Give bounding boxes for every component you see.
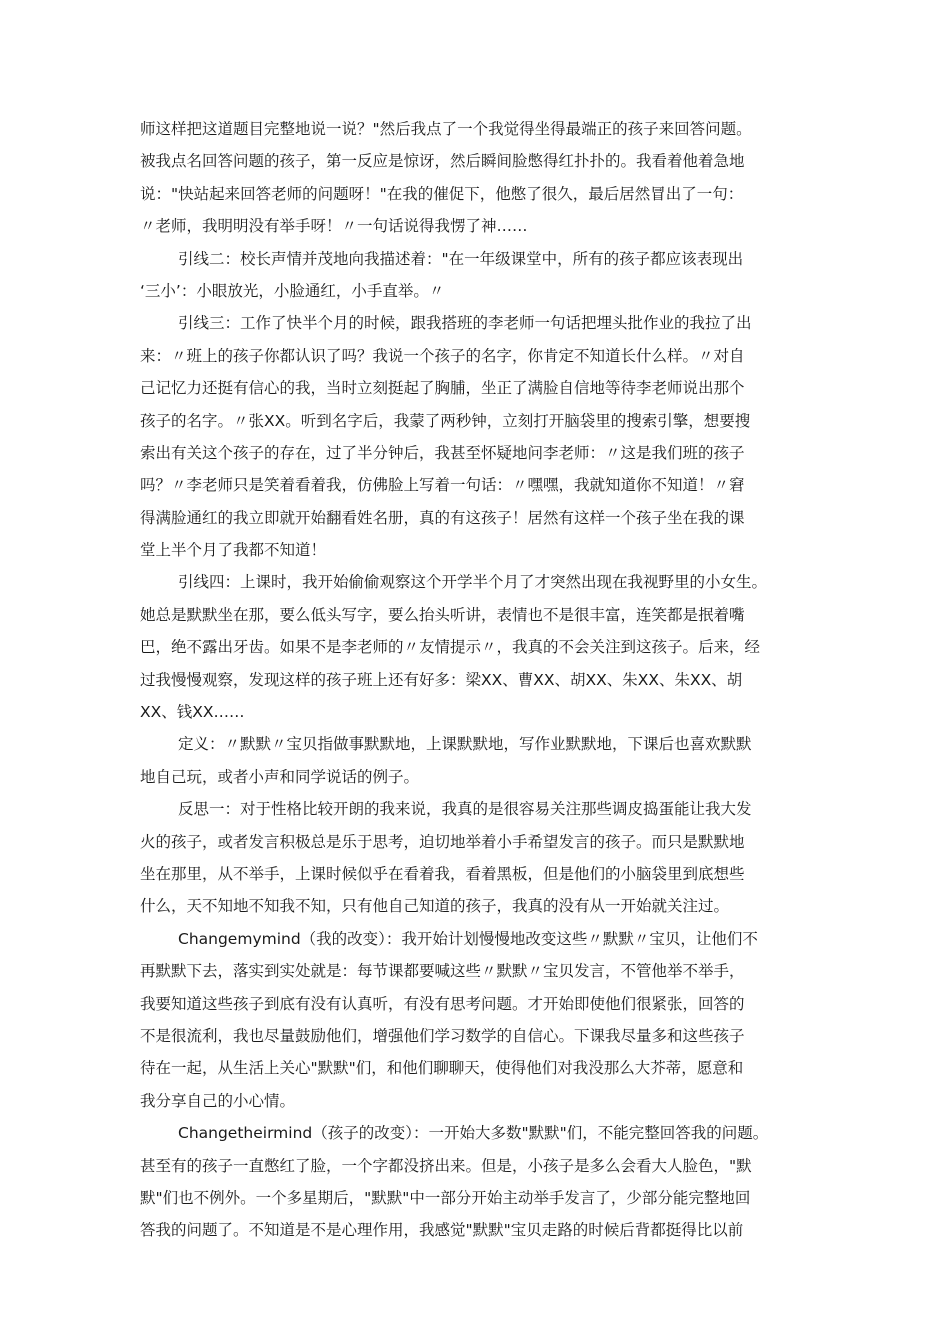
text-line: 吗？〃李老师只是笑着看着我，仿佛脸上写着一句话：〃嘿嘿，我就知道你不知道！〃窘 xyxy=(140,476,745,495)
text-line: 我分享自己的小心情。 xyxy=(140,1091,296,1110)
text-line: 定义：〃默默〃宝贝指做事默默地，上课默默地，写作业默默地，下课后也喜欢默默 xyxy=(178,735,752,754)
text-line: ‘三小’：小眼放光，小脸通红，小手直举。〃 xyxy=(140,281,445,300)
text-line: 反思一：对于性格比较开朗的我来说，我真的是很容易关注那些调皮捣蛋能让我大发 xyxy=(178,800,752,819)
text-line: 坐在那里，从不举手，上课时候似乎在看着我，看着黑板，但是他们的小脑袋里到底想些 xyxy=(140,864,745,883)
text-line: 不是很流利，我也尽量鼓励他们，增强他们学习数学的自信心。下课我尽量多和这些孩子 xyxy=(140,1026,745,1045)
text-line: 什么，天不知地不知我不知，只有他自己知道的孩子，我真的没有从一开始就关注过。 xyxy=(140,897,730,916)
document-body xyxy=(140,113,840,1247)
text-line: 说："快站起来回答老师的问题呀！"在我的催促下，他憋了很久，最后居然冒出了一句： xyxy=(140,184,744,203)
text-line: 来：〃班上的孩子你都认识了吗？我说一个孩子的名字，你肯定不知道长什么样。〃对自 xyxy=(140,346,745,365)
text-line: 得满脸通红的我立即就开始翻看姓名册，真的有这孩子！居然有这样一个孩子坐在我的课 xyxy=(140,508,745,527)
text-line: Changetheirmind（孩子的改变）：一开始大多数"默默"们，不能完整回答我的问题。 xyxy=(178,1124,769,1143)
text-line: 被我点名回答问题的孩子，第一反应是惊讶，然后瞬间脸憋得红扑扑的。我看着他着急地 xyxy=(140,152,745,171)
text-line: 答我的问题了。不知道是不是心理作用，我感觉"默默"宝贝走路的时候后背都挺得比以前 xyxy=(140,1221,744,1240)
text-line: 她总是默默坐在那，要么低头写字，要么抬头听讲，表情也不是很丰富，连笑都是抿着嘴 xyxy=(140,605,745,624)
text-line: 引线二：校长声情并茂地向我描述着："在一年级课堂中，所有的孩子都应该表现出 xyxy=(178,249,744,268)
text-line: 堂上半个月了我都不知道！ xyxy=(140,541,327,560)
text-line: 地自己玩，或者小声和同学说话的例子。 xyxy=(140,767,420,786)
text-line: 引线三：工作了快半个月的时候，跟我搭班的李老师一句话把埋头批作业的我拉了出 xyxy=(178,314,752,333)
text-line: 巴，绝不露出牙齿。如果不是李老师的〃友情提示〃，我真的不会关注到这孩子。后来，经 xyxy=(140,638,761,657)
text-line: 索出有关这个孩子的存在，过了半分钟后，我甚至怀疑地问李老师：〃这是我们班的孩子 xyxy=(140,443,745,462)
text-line: 待在一起，从生活上关心"默默"们，和他们聊聊天，使得他们对我没那么大芥蒂，愿意和 xyxy=(140,1059,744,1078)
text-line: 过我慢慢观察，发现这样的孩子班上还有好多：梁XX、曹XX、胡XX、朱XX、朱XX、胡 xyxy=(140,670,743,689)
text-line: XX、钱XX…… xyxy=(140,703,245,722)
text-line: 引线四：上课时，我开始偷偷观察这个开学半个月了才突然出现在我视野里的小女生。 xyxy=(178,573,768,592)
text-line: 师这样把这道题目完整地说一说？"然后我点了一个我觉得坐得最端正的孩子来回答问题。 xyxy=(140,120,752,138)
text-line: 火的孩子，或者发言积极总是乐于思考，迫切地举着小手希望发言的孩子。而只是默默地 xyxy=(140,832,745,851)
text-line: 己记忆力还挺有信心的我，当时立刻挺起了胸脯，坐正了满脸自信地等待李老师说出那个 xyxy=(140,379,745,398)
text-line: Changemymind（我的改变）：我开始计划慢慢地改变这些〃默默〃宝贝，让他们不 xyxy=(178,929,758,948)
text-line: 孩子的名字。〃张XX。听到名字后，我蒙了两秒钟，立刻打开脑袋里的搜索引擎，想要搜 xyxy=(140,411,751,430)
text-line: 我要知道这些孩子到底有没有认真听，有没有思考问题。才开始即使他们很紧张，回答的 xyxy=(140,994,745,1013)
text-line: 再默默下去，落实到实处就是：每节课都要喊这些〃默默〃宝贝发言，不管他举不举手， xyxy=(140,962,745,981)
text-line: 默"们也不例外。一个多星期后，"默默"中一部分开始主动举手发言了，少部分能完整地回 xyxy=(140,1188,751,1207)
text-line: 〃老师，我明明没有举手呀！〃一句话说得我愣了神…… xyxy=(140,217,528,236)
text-line: 甚至有的孩子一直憋红了脸，一个字都没挤出来。但是，小孩子是多么会看大人脸色，"默 xyxy=(140,1156,752,1175)
